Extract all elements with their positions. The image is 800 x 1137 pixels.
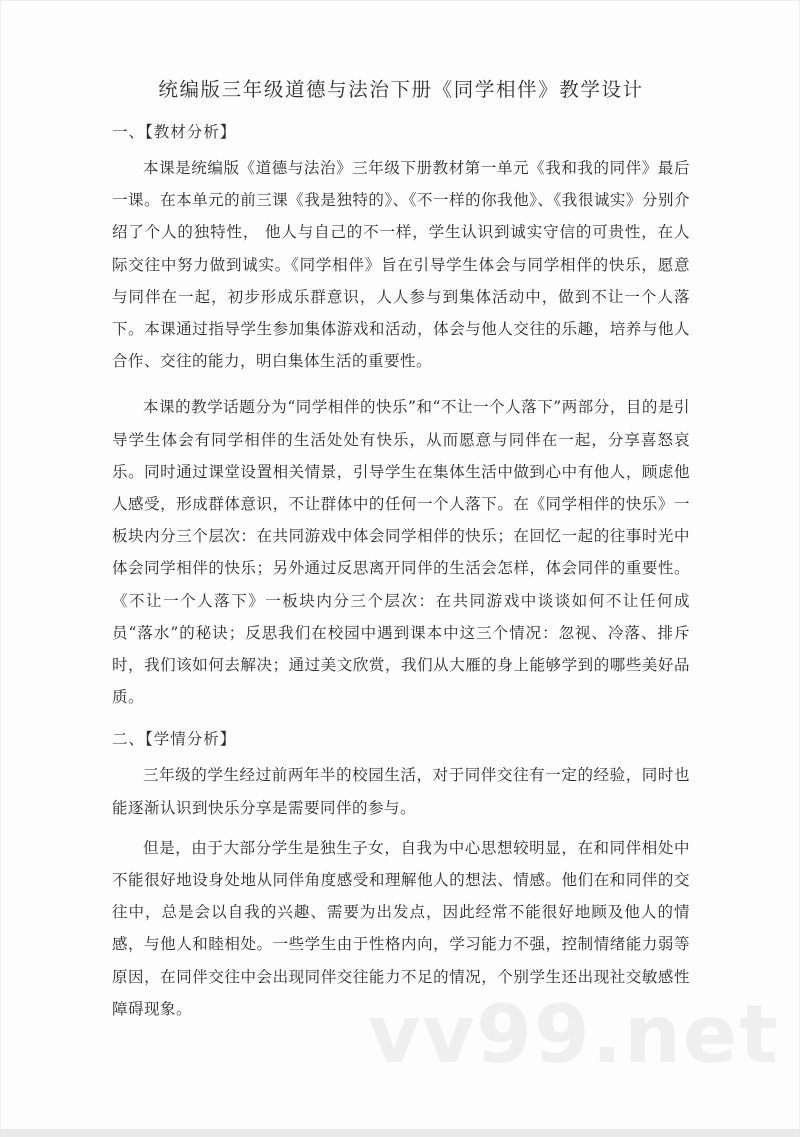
paragraph: 本课的教学话题分为“同学相伴的快乐”和“不让一个人落下”两部分，目的是引导学生体会有同学相伴的生活处处有快乐，从而愿意与同伴在一起，分享喜怒哀乐。同时通过课堂设置相关情景，引导学生在集体生活中做到心中有他人，顾虑他人感受，形成群体意识，不让群体中的任何一个人落下。在《同学相伴的快乐》一板块内分三个层次：在共同游戏中体会同学相伴的快乐；在回忆一起的往事时光中体会同学相伴的快乐；另外通过反思离开同伴的生活会怎样，体会同伴的重要性。《不让一个人落下》一板块内分三个层次：在共同游戏中谈谈如何不让任何成员“落水”的秘诀；反思我们在校园中遇到课本中这三个情况：忽视、冷落、排斥时，我们该如何去解决；通过美文欣赏，我们从大雁的身上能够学到的哪些美好品质。 xyxy=(112,398,690,707)
watermark-logo: vv99.net xyxy=(368,988,780,1081)
section-heading: 二、【学情分析】 xyxy=(112,730,237,749)
paragraph: 本课是统编版《道德与法治》三年级下册教材第一单元《我和我的同伴》最后一课。在本单元的前三课《我是独特的》、《不一样的你我他》、《我很诚实》分别介绍了个人的独特性， 他人与自己的不一样，学生认识到诚实守信的可贵性，在人际交往中努力做到诚实。《同学相伴》旨在引导学生体会与同学相伴的快乐，愿意与同伴在一起，初步形成乐群意识，人人参与到集体活动中，做到不让一个人落下。本课通过指导学生参加集体游戏和活动，体会与他人交往的乐趣，培养与他人合作、交往的能力，明白集体生活的重要性。 xyxy=(112,159,690,371)
paragraph: 三年级的学生经过前两年半的校园生活，对于同伴交往有一定的经验，同时也能逐渐认识到快乐分享是需要同伴的参与。 xyxy=(112,766,690,817)
document-title: 统编版三年级道德与法治下册《同学相伴》教学设计 xyxy=(158,78,644,101)
section-textbook-analysis xyxy=(112,118,690,713)
section-student-analysis xyxy=(112,725,690,1025)
page-bottom-edge xyxy=(0,1129,800,1137)
paragraph: 但是，由于大部分学生是独生子女，自我为中心思想较明显，在和同伴相处中不能很好地设身处地从同伴角度感受和理解他人的想法、情感。他们在和同伴的交往中，总是会以自我的兴趣、需要为出发点，因此经常不能很好地顾及他人的情感，与他人和睦相处。一些学生由于性格内向，学习能力不强，控制情绪能力弱等原因，在同伴交往中会出现同伴交往能力不足的情况，个别学生还出现社交敏感性障碍现象。 xyxy=(112,838,690,1018)
section-heading: 一、【教材分析】 xyxy=(112,123,237,141)
document-body xyxy=(112,76,690,1039)
